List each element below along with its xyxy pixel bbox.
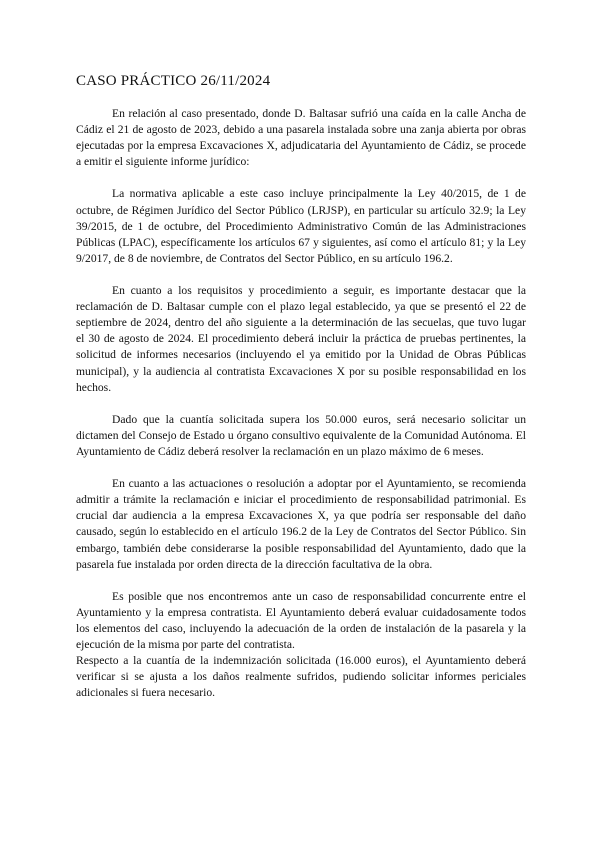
paragraph-normativa: La normativa aplicable a este caso incluye principalmente la Ley 40/2015, de 1 de octubre, de Régimen Jurídico del Sector Público (LRJSP), en particular su artículo 32.9; la Ley 39/2015, de 1 de octubre, del Procedimiento Administrativo Común de las Administraciones Públicas (LPAC), específicamente los artículos 67 y siguientes, así como el artículo 81; y la Ley 9/2017, de 8 de noviembre, de Contratos del Sector Público, en su artículo 196.2. bbox=[76, 187, 526, 265]
paragraph-cuantia: Respecto a la cuantía de la indemnización solicitada (16.000 euros), el Ayuntamiento deberá verificar si se ajusta a los daños realmente sufridos, pudiendo solicitar informes periciales adicionales si fuera necesario. bbox=[76, 654, 526, 700]
paragraph-actuaciones: En cuanto a las actuaciones o resolución a adoptar por el Ayuntamiento, se recomienda admitir a trámite la reclamación e iniciar el procedimiento de responsabilidad patrimonial. Es crucial dar audiencia a la empresa Excavaciones X, ya que podría ser responsable del daño causado, según lo establecido en el artículo 196.2 de la Ley de Contratos del Sector Público. Sin embargo, también debe considerarse la posible responsabilidad del Ayuntamiento, dado que la pasarela fue instalada por orden directa de la dirección facultativa de la obra. bbox=[76, 477, 526, 571]
paragraph-requisitos: En cuanto a los requisitos y procedimiento a seguir, es importante destacar que la reclamación de D. Baltasar cumple con el plazo legal establecido, ya que se presentó el 22 de septiembre de 2024, dentro del año siguiente a la determinación de las secuelas, que tuvo lugar el 30 de agosto de 2024. El procedimiento deberá incluir la práctica de pruebas pertinentes, la solicitud de informes necesarios (incluyendo el ya emitido por la Unidad de Obras Públicas municipal), y la audiencia al contratista Excavaciones X por su posible responsabilidad en los hechos. bbox=[76, 284, 526, 394]
document-body bbox=[76, 106, 526, 701]
paragraph-responsabilidad-concurrente: Es posible que nos encontremos ante un caso de responsabilidad concurrente entre el Ayuntamiento y la empresa contratista. El Ayuntamiento deberá evaluar cuidadosamente todos los elementos del caso, incluyendo la adecuación de la orden de instalación de la pasarela y la ejecución de la misma por parte del contratista. bbox=[76, 589, 526, 652]
document-title: CASO PRÁCTICO 26/11/2024 bbox=[76, 73, 271, 89]
paragraph-dictamen: Dado que la cuantía solicitada supera los 50.000 euros, será necesario solicitar un dictamen del Consejo de Estado u órgano consultivo equivalente de la Comunidad Autónoma. El Ayuntamiento de Cádiz deberá resolver la reclamación en un plazo máximo de 6 meses. bbox=[76, 412, 526, 458]
paragraph-intro: En relación al caso presentado, donde D. Baltasar sufrió una caída en la calle Ancha de Cádiz el 21 de agosto de 2023, debido a una pasarela instalada sobre una zanja abierta por obras ejecutadas por la empresa Excavaciones X, adjudicataria del Ayuntamiento de Cádiz, se procede a emitir el siguiente informe jurídico: bbox=[76, 107, 526, 169]
